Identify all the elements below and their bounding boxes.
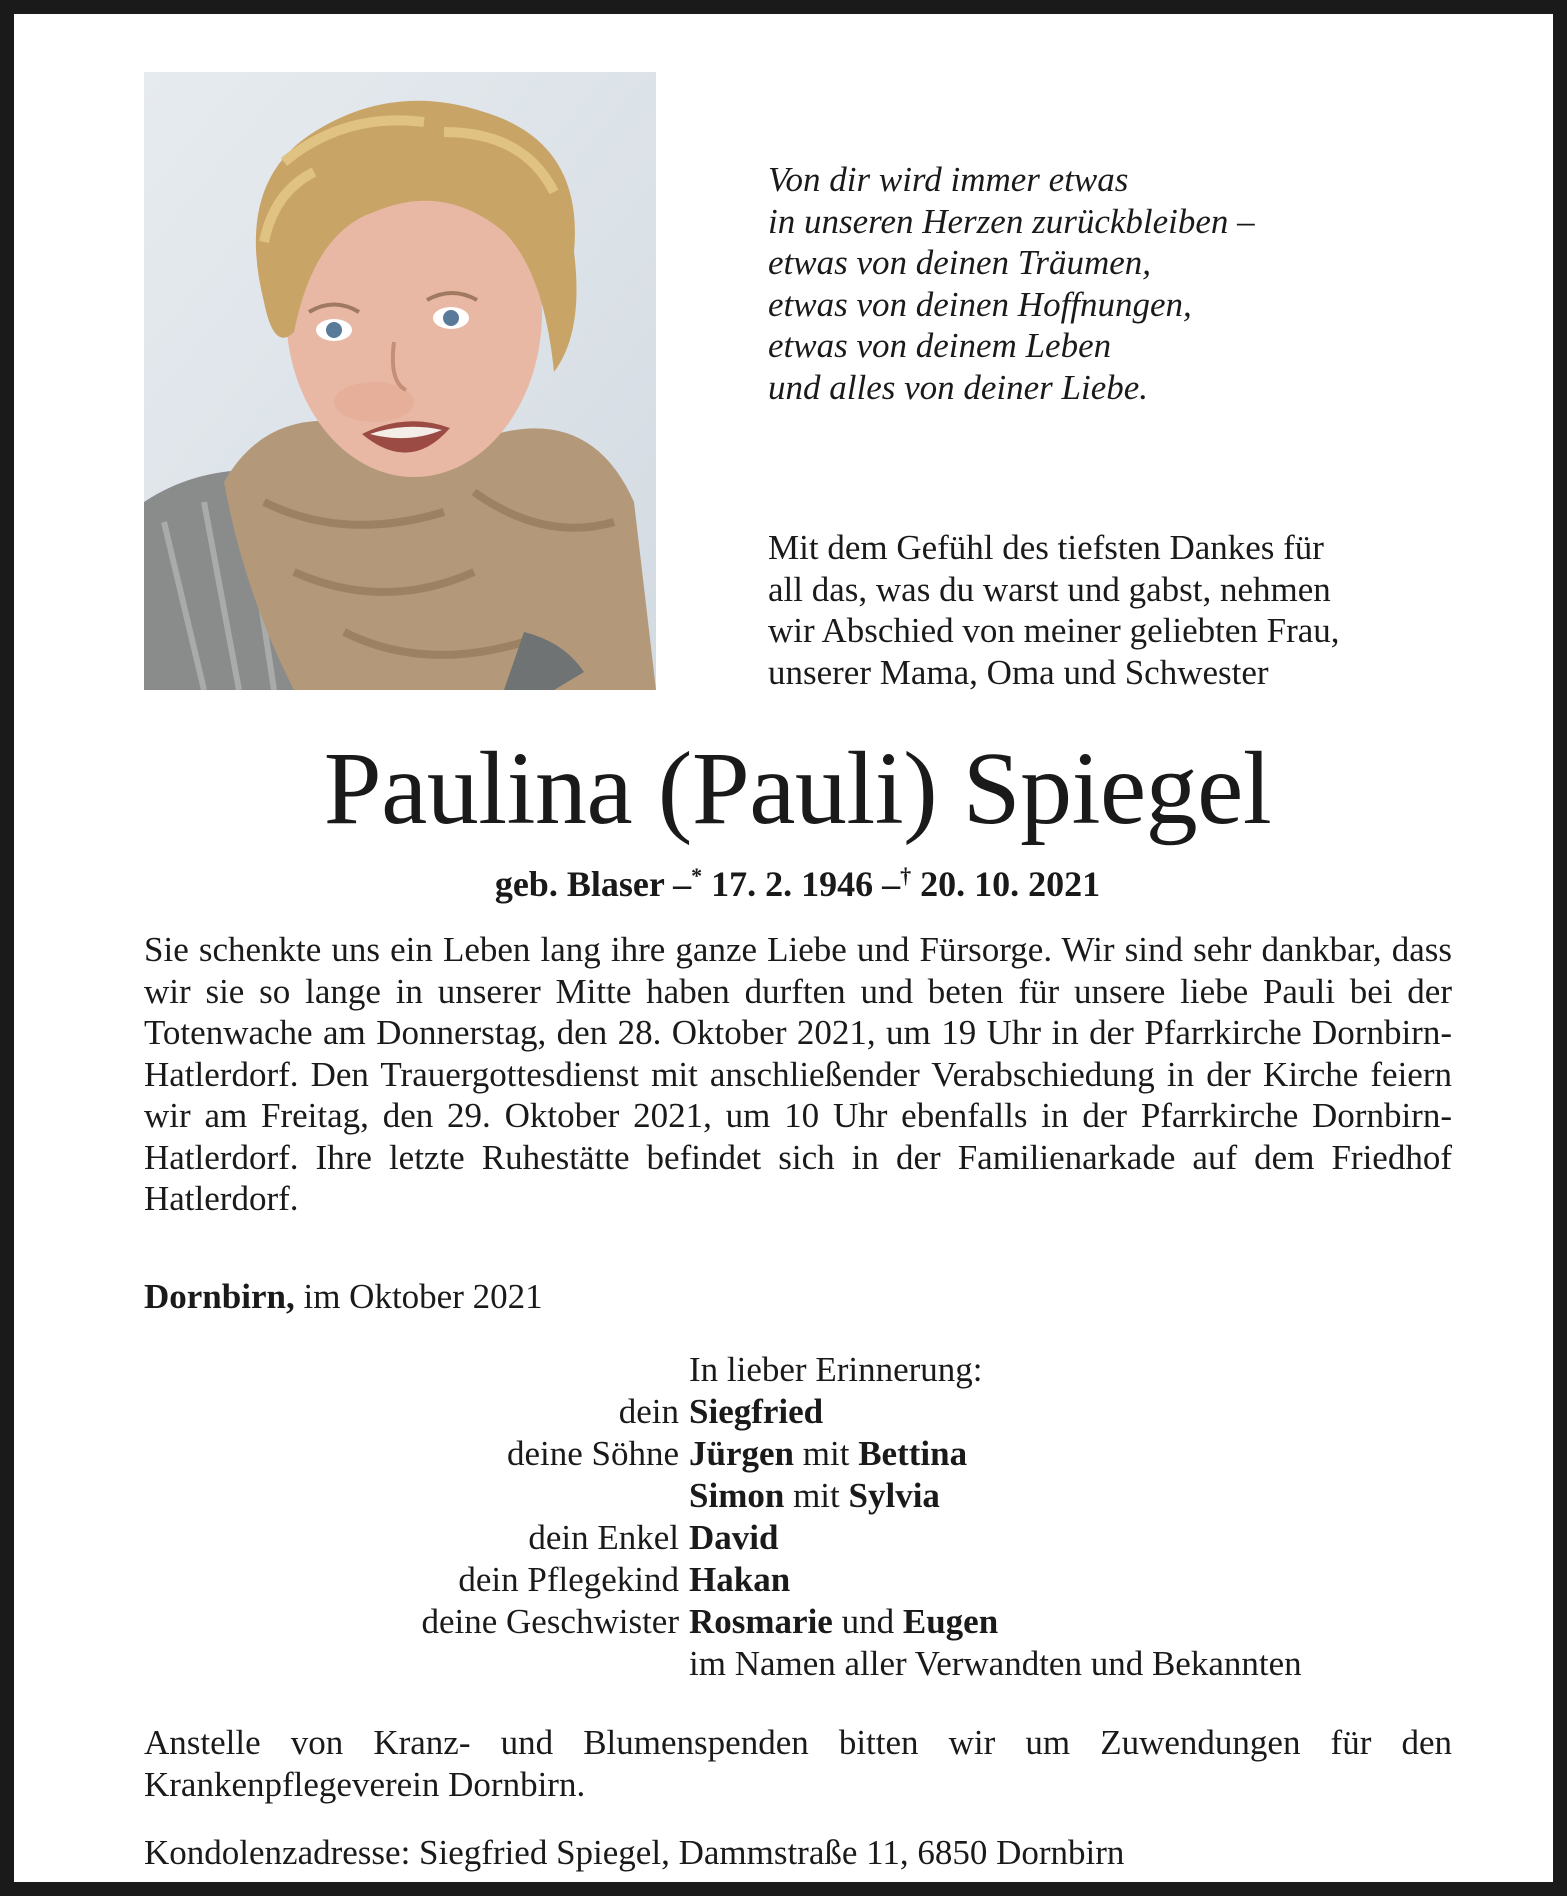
intro-line: unserer Mama, Oma und Schwester [768, 652, 1269, 692]
mourner-name: Eugen [902, 1602, 999, 1641]
mourner-relation: dein Enkel [528, 1518, 679, 1557]
mourner-row [144, 1475, 1452, 1517]
mourner-name: Bettina [858, 1434, 968, 1473]
intro-text [768, 527, 1468, 693]
mourner-name: Hakan [689, 1560, 791, 1599]
mourners-list [144, 1349, 1452, 1685]
mourner-row [144, 1433, 1452, 1475]
place-city: Dornbirn, [144, 1277, 295, 1316]
mourner-row [144, 1517, 1452, 1559]
poem-line: Von dir wird immer etwas [768, 160, 1129, 199]
dash: – [882, 864, 901, 904]
poem-line: und alles von deiner Liebe. [768, 367, 1149, 407]
mourner-relation: dein Pflegekind [458, 1560, 679, 1599]
place-date [144, 1276, 543, 1318]
mourner-row [144, 1601, 1452, 1643]
mourner-name: Sylvia [848, 1476, 940, 1515]
place-date-text: im Oktober 2021 [303, 1277, 543, 1316]
mourner-name: David [689, 1518, 779, 1557]
died-symbol: † [900, 863, 912, 888]
mourner-relation: deine Geschwister [421, 1602, 679, 1641]
mourner-joiner: mit [794, 1434, 859, 1473]
birth-name: geb. Blaser [494, 864, 665, 904]
mourner-row [144, 1391, 1452, 1433]
intro-line: wir Abschied von meiner geliebten Frau, [768, 611, 1340, 650]
born-date: 17. 2. 1946 [711, 864, 874, 904]
donation-request: Anstelle von Kranz- und Blumenspenden bitten wir um Zuwendungen für den Krankenpflegeverein Dornbirn. [144, 1723, 1452, 1804]
mourner-relation: dein [618, 1392, 679, 1431]
poem [768, 159, 1468, 408]
funeral-details: Sie schenkte uns ein Leben lang ihre ganze Liebe und Fürsorge. Wir sind sehr dankbar, dass wir sie so lange in unserer Mitte haben durften und beten für unsere liebe Pauli bei der Totenwache am Donnerstag, den 28. Oktober 2021, um 19 Uhr in der Pfarrkirche Dornbirn-Hatlerdorf. Den Trauergottesdienst mit anschließender Verabschiedung in der Kirche feiern wir am Freitag, den 29. Oktober 2021, um 10 Uhr ebenfalls in der Pfarrkirche Dornbirn-Hatlerdorf. Ihre letzte Ruhestätte befindet sich in der Familienarkade auf dem Friedhof Hatlerdorf. [144, 930, 1452, 1218]
died-date: 20. 10. 2021 [920, 864, 1101, 904]
mourner-relation [144, 1475, 689, 1517]
intro-line: Mit dem Gefühl des tiefsten Dankes für [768, 528, 1324, 567]
mourner-joiner: mit [784, 1476, 849, 1515]
mourner-name: Simon [689, 1476, 785, 1515]
mourner-row [144, 1643, 1452, 1685]
dash: – [673, 864, 692, 904]
mourner-relation: deine Söhne [506, 1434, 679, 1473]
portrait-illustration [144, 72, 656, 690]
condolence-address: Kondolenzadresse: Siegfried Spiegel, Dammstraße 11, 6850 Dornbirn [144, 1833, 1125, 1872]
intro-line: all das, was du warst und gabst, nehmen [768, 569, 1331, 609]
mourners-heading: In lieber Erinnerung: [689, 1350, 983, 1389]
mourners-closing: im Namen aller Verwandten und Bekannten [689, 1644, 1302, 1683]
mourner-name: Jürgen [689, 1434, 794, 1473]
mourner-joiner: und [832, 1602, 903, 1641]
poem-line: in unseren Herzen zurückbleiben – [768, 201, 1255, 241]
mourner-row [144, 1559, 1452, 1601]
born-symbol: * [691, 863, 703, 888]
poem-line: etwas von deinen Hoffnungen, [768, 284, 1192, 324]
poem-line: etwas von deinen Träumen, [768, 243, 1152, 282]
deceased-name: Paulina (Pauli) Spiegel [323, 731, 1272, 846]
portrait-photo [144, 72, 656, 690]
mourner-name: Siegfried [689, 1392, 824, 1431]
poem-line: etwas von deinem Leben [768, 326, 1112, 365]
life-dates [14, 854, 1567, 906]
mourner-name: Rosmarie [689, 1602, 833, 1641]
